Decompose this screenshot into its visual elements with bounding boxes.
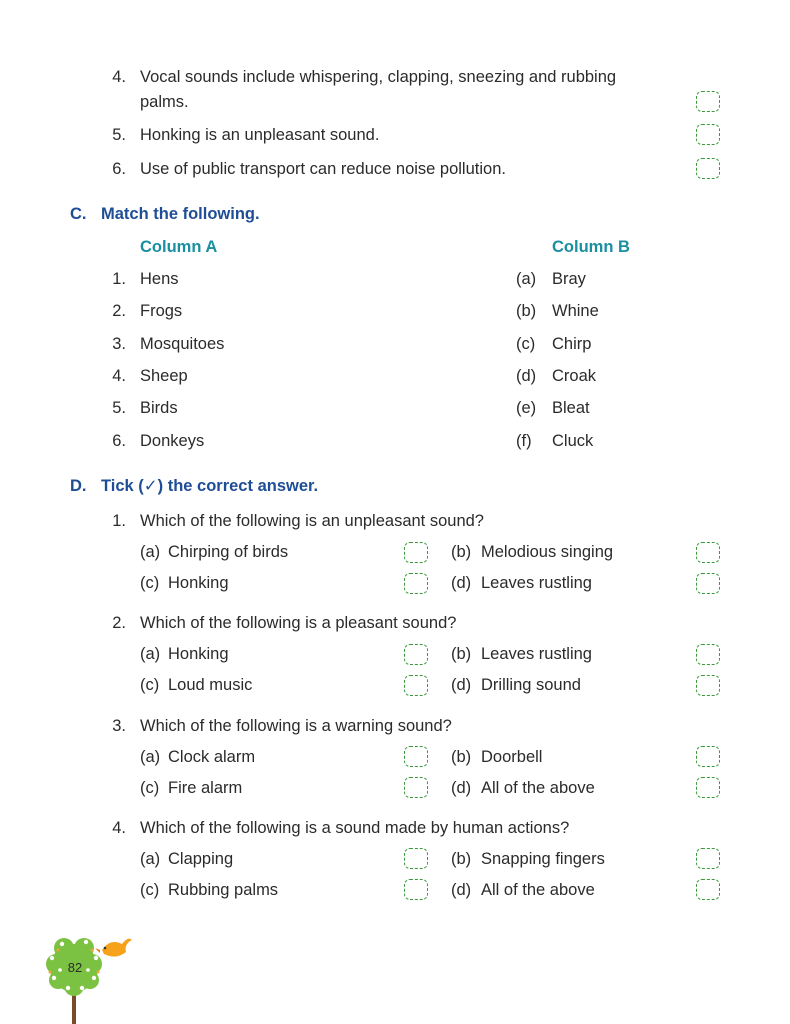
option-text: All of the above bbox=[481, 881, 595, 899]
tick-box[interactable] bbox=[404, 848, 428, 869]
tick-box[interactable] bbox=[404, 644, 428, 665]
question-number: 2. bbox=[112, 614, 126, 632]
option-text: Honking bbox=[168, 645, 229, 663]
match-b-item: Bray bbox=[552, 270, 586, 288]
tick-box[interactable] bbox=[696, 879, 720, 900]
question-number: 1. bbox=[112, 512, 126, 530]
answer-box-b4[interactable] bbox=[696, 91, 720, 112]
tick-box[interactable] bbox=[696, 848, 720, 869]
tick-box[interactable] bbox=[696, 777, 720, 798]
answer-box-b6[interactable] bbox=[696, 158, 720, 179]
option-text: Clapping bbox=[168, 850, 234, 868]
section-d-letter: D. bbox=[70, 477, 87, 495]
match-b-letter: (b) bbox=[516, 302, 537, 320]
option-letter: (c) bbox=[140, 574, 160, 592]
column-b-header: Column B bbox=[552, 238, 630, 256]
option-letter: (b) bbox=[451, 645, 472, 663]
option-text: Leaves rustling bbox=[481, 645, 592, 663]
tick-box[interactable] bbox=[404, 746, 428, 767]
question-number: 3. bbox=[112, 717, 126, 735]
option-text: Fire alarm bbox=[168, 779, 243, 797]
option-letter: (b) bbox=[451, 543, 472, 561]
tick-box[interactable] bbox=[404, 777, 428, 798]
option-letter: (b) bbox=[451, 850, 472, 868]
match-b-item: Whine bbox=[552, 302, 599, 320]
option-text: Loud music bbox=[168, 676, 253, 694]
match-a-item: Donkeys bbox=[140, 432, 205, 450]
match-a-item: Frogs bbox=[140, 302, 183, 320]
tick-box[interactable] bbox=[404, 675, 428, 696]
tick-box[interactable] bbox=[696, 542, 720, 563]
match-a-number: 3. bbox=[112, 335, 126, 353]
tick-box[interactable] bbox=[696, 644, 720, 665]
match-b-letter: (a) bbox=[516, 270, 537, 288]
option-letter: (b) bbox=[451, 748, 472, 766]
option-text: Clock alarm bbox=[168, 748, 256, 766]
option-letter: (a) bbox=[140, 850, 161, 868]
option-letter: (a) bbox=[140, 645, 161, 663]
option-text: Rubbing palms bbox=[168, 881, 279, 899]
option-letter: (a) bbox=[140, 748, 161, 766]
match-b-letter: (c) bbox=[516, 335, 536, 353]
option-text: Snapping fingers bbox=[481, 850, 605, 868]
match-a-number: 6. bbox=[112, 432, 126, 450]
question-number: 4. bbox=[112, 819, 126, 837]
option-text: All of the above bbox=[481, 779, 595, 797]
tick-box[interactable] bbox=[696, 675, 720, 696]
match-a-item: Mosquitoes bbox=[140, 335, 225, 353]
match-b-item: Cluck bbox=[552, 432, 594, 450]
column-a-header: Column A bbox=[140, 238, 218, 256]
option-text: Chirping of birds bbox=[168, 543, 289, 561]
match-b-item: Croak bbox=[552, 367, 597, 385]
option-letter: (d) bbox=[451, 676, 472, 694]
section-c-letter: C. bbox=[70, 205, 87, 223]
option-letter: (c) bbox=[140, 779, 160, 797]
option-text: Doorbell bbox=[481, 748, 543, 766]
question-text: Which of the following is an unpleasant sound? bbox=[140, 512, 484, 530]
option-letter: (d) bbox=[451, 881, 472, 899]
question-text: Which of the following is a warning sound? bbox=[140, 717, 452, 735]
item-b6-text: Use of public transport can reduce noise pollution. bbox=[140, 160, 506, 178]
tick-box[interactable] bbox=[404, 542, 428, 563]
match-b-letter: (f) bbox=[516, 432, 532, 450]
option-letter: (d) bbox=[451, 779, 472, 797]
match-b-letter: (e) bbox=[516, 399, 537, 417]
tick-box[interactable] bbox=[696, 746, 720, 767]
item-b5-number: 5. bbox=[112, 126, 126, 144]
page-number: 82 bbox=[67, 960, 83, 975]
option-text: Honking bbox=[168, 574, 229, 592]
option-text: Melodious singing bbox=[481, 543, 614, 561]
match-a-item: Sheep bbox=[140, 367, 188, 385]
match-a-number: 2. bbox=[112, 302, 126, 320]
option-letter: (a) bbox=[140, 543, 161, 561]
item-b4-text-line1: Vocal sounds include whispering, clapping, sneezing and rubbing bbox=[140, 68, 617, 86]
option-letter: (d) bbox=[451, 574, 472, 592]
match-b-item: Chirp bbox=[552, 335, 592, 353]
match-a-number: 1. bbox=[112, 270, 126, 288]
item-b5-text: Honking is an unpleasant sound. bbox=[140, 126, 380, 144]
item-b4-number: 4. bbox=[112, 68, 126, 86]
match-b-item: Bleat bbox=[552, 399, 590, 417]
option-text: Leaves rustling bbox=[481, 574, 592, 592]
page-number-tree-icon bbox=[40, 928, 140, 1024]
section-d-title: Tick (✓) the correct answer. bbox=[101, 477, 319, 495]
item-b6-number: 6. bbox=[112, 160, 126, 178]
match-a-item: Hens bbox=[140, 270, 179, 288]
option-letter: (c) bbox=[140, 676, 160, 694]
match-a-number: 4. bbox=[112, 367, 126, 385]
answer-box-b5[interactable] bbox=[696, 124, 720, 145]
option-letter: (c) bbox=[140, 881, 160, 899]
match-a-number: 5. bbox=[112, 399, 126, 417]
option-text: Drilling sound bbox=[481, 676, 581, 694]
question-text: Which of the following is a sound made by human actions? bbox=[140, 819, 570, 837]
question-text: Which of the following is a pleasant sound? bbox=[140, 614, 457, 632]
tick-box[interactable] bbox=[404, 573, 428, 594]
match-b-letter: (d) bbox=[516, 367, 537, 385]
tick-box[interactable] bbox=[696, 573, 720, 594]
section-c-title: Match the following. bbox=[101, 205, 260, 223]
tick-box[interactable] bbox=[404, 879, 428, 900]
match-a-item: Birds bbox=[140, 399, 178, 417]
item-b4-text-line2: palms. bbox=[140, 93, 189, 111]
